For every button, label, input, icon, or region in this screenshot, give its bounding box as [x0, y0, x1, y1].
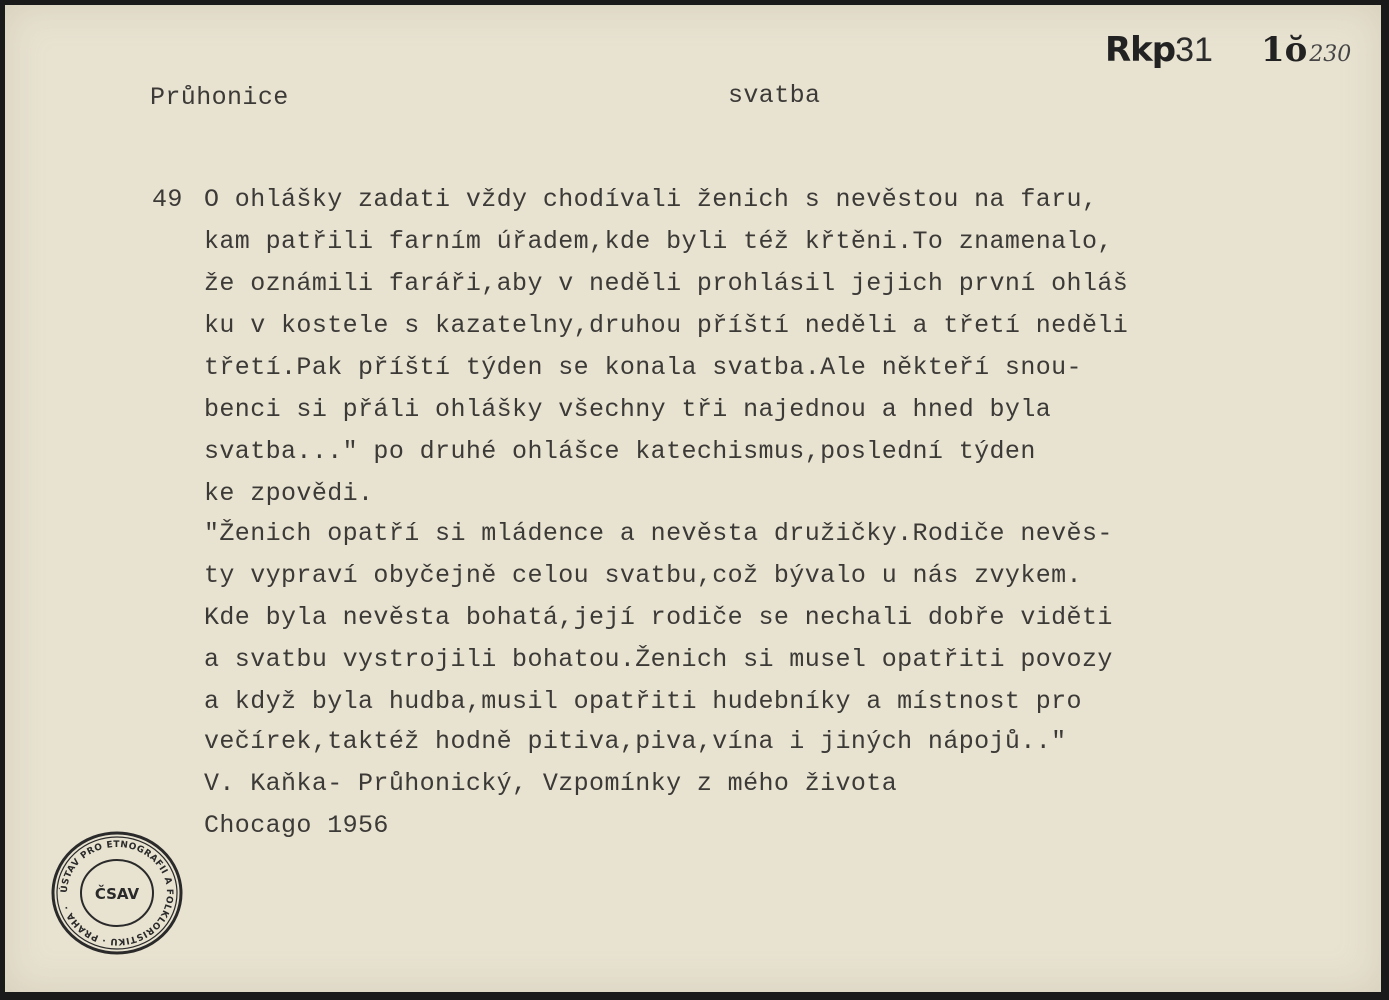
text-line: a svatbu vystrojili bohatou.Ženich si musel opatřiti povozy	[204, 645, 1113, 674]
text-line: večírek,taktéž hodně pitiva,piva,vína i jiných nápojů.."	[204, 727, 1067, 756]
text-line: O ohlášky zadati vždy chodívali ženich s nevěstou na faru,	[204, 185, 1098, 214]
shelfmark-number: 31	[1175, 31, 1213, 69]
stamp-center-text: ČSAV	[94, 885, 140, 903]
text-line: ty vypraví obyčejně celou svatbu,což bývalo u nás zvykem.	[204, 561, 1082, 590]
index-card	[5, 5, 1381, 992]
text-line: benci si přáli ohlášky všechny tři najednou a hned byla	[204, 395, 1052, 424]
text-line: ku v kostele s kazatelny,druhou příští neděli a třetí neděli	[204, 311, 1129, 340]
text-line: kam patřili farním úřadem,kde byli též křtěni.To znamenalo,	[204, 227, 1113, 256]
handwritten-number: 230	[1309, 42, 1352, 67]
text-line: "Ženich opatří si mládence a nevěsta družičky.Rodiče nevěs-	[204, 519, 1113, 548]
text-line: svatba..." po druhé ohlášce katechismus,poslední týden	[204, 437, 1036, 466]
place-heading: Průhonice	[150, 83, 289, 112]
institute-stamp	[49, 829, 185, 957]
shelfmark-sheet: 1ŏ	[1260, 30, 1308, 70]
place-date-line: Chocago 1956	[204, 811, 389, 840]
text-line: že oznámili faráři,aby v neděli prohlásil jejich první ohláš	[204, 269, 1129, 298]
shelfmark	[1105, 30, 1351, 70]
text-line: ke zpovědi.	[204, 479, 374, 508]
text-line: třetí.Pak příští týden se konala svatba.Ale někteří snou-	[204, 353, 1082, 382]
shelfmark-code: Rkp	[1105, 30, 1176, 70]
text-line: Kde byla nevěsta bohatá,její rodiče se nechali dobře viděti	[204, 603, 1113, 632]
text-line: a když byla hudba,musil opatřiti hudebníky a místnost pro	[204, 687, 1082, 716]
signature-line: V. Kaňka- Průhonický, Vzpomínky z mého života	[204, 769, 898, 798]
entry-number: 49	[152, 185, 183, 214]
stamp-ring-text: ÚSTAV PRO ETNOGRAFII A FOLKLORISTIKU · PRAHA ·	[59, 839, 175, 947]
topic-heading: svatba	[728, 81, 821, 110]
